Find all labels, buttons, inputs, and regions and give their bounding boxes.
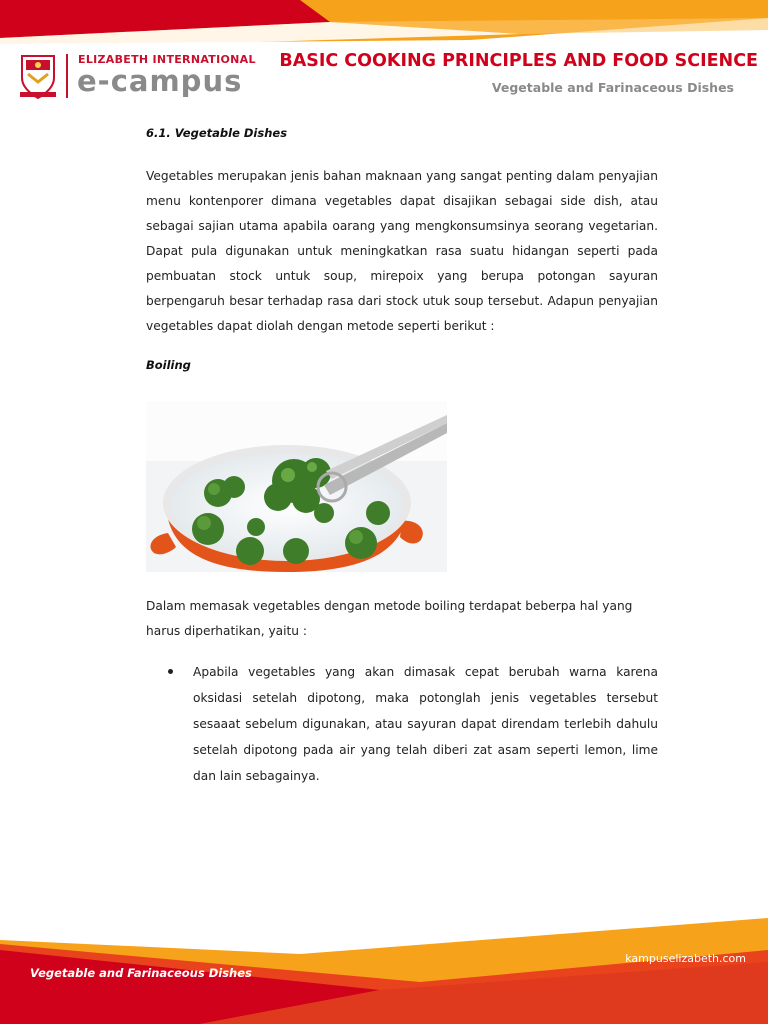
list-item-text: Apabila vegetables yang akan dimasak cepat berubah warna karena oksidasi setelah dipotong, maka potonglah jenis vegetables tersebut sesaaat sebelum digunakan, atau sayuran dapat direndam terlebih dahulu setelah dipotong pada air yang telah diberi zat asam seperti lemon, lime dan lain sebagainya. <box>193 665 658 783</box>
document-subtitle: Vegetable and Farinaceous Dishes <box>491 80 734 95</box>
footer-website: kampuselizabeth.com <box>625 952 746 965</box>
boiling-heading: Boiling <box>146 358 191 372</box>
bullet-icon <box>168 669 173 674</box>
document-title: BASIC COOKING PRINCIPLES AND FOOD SCIENCE <box>279 51 758 71</box>
boiling-tips-list <box>168 659 658 789</box>
intro-paragraph: Vegetables merupakan jenis bahan maknaan yang sangat penting dalam penyajian menu kontenporer dimana vegetables dapat disajikan sebagai side dish, atau sebagai sajian utama apabila oarang yang mengkonsumsinya seorang vegetarian. Dapat pula digunakan untuk meningkatkan rasa suatu hidangan seperti pada pembuatan stock untuk soup, mirepoix yang berupa potongan sayuran berpengaruh besar terhadap rasa dari stock utuk soup tersebut. Adapun penyajian vegetables dapat diolah dengan metode seperti berikut : <box>146 169 658 333</box>
section-heading: 6.1. Vegetable Dishes <box>146 126 288 140</box>
boiling-paragraph: Dalam memasak vegetables dengan metode boiling terdapat beberpa hal yang harus diperhatikan, yaitu : <box>146 599 633 638</box>
logo-org-name: ELIZABETH INTERNATIONAL <box>78 53 256 66</box>
logo-brand: e-campus <box>77 64 243 98</box>
logo-divider <box>66 54 68 98</box>
crest-icon <box>16 52 60 100</box>
footer-section-title: Vegetable and Farinaceous Dishes <box>30 966 252 980</box>
broccoli-boiling-pot-photo <box>146 401 447 572</box>
list-item <box>168 659 658 789</box>
campus-logo <box>14 48 256 104</box>
